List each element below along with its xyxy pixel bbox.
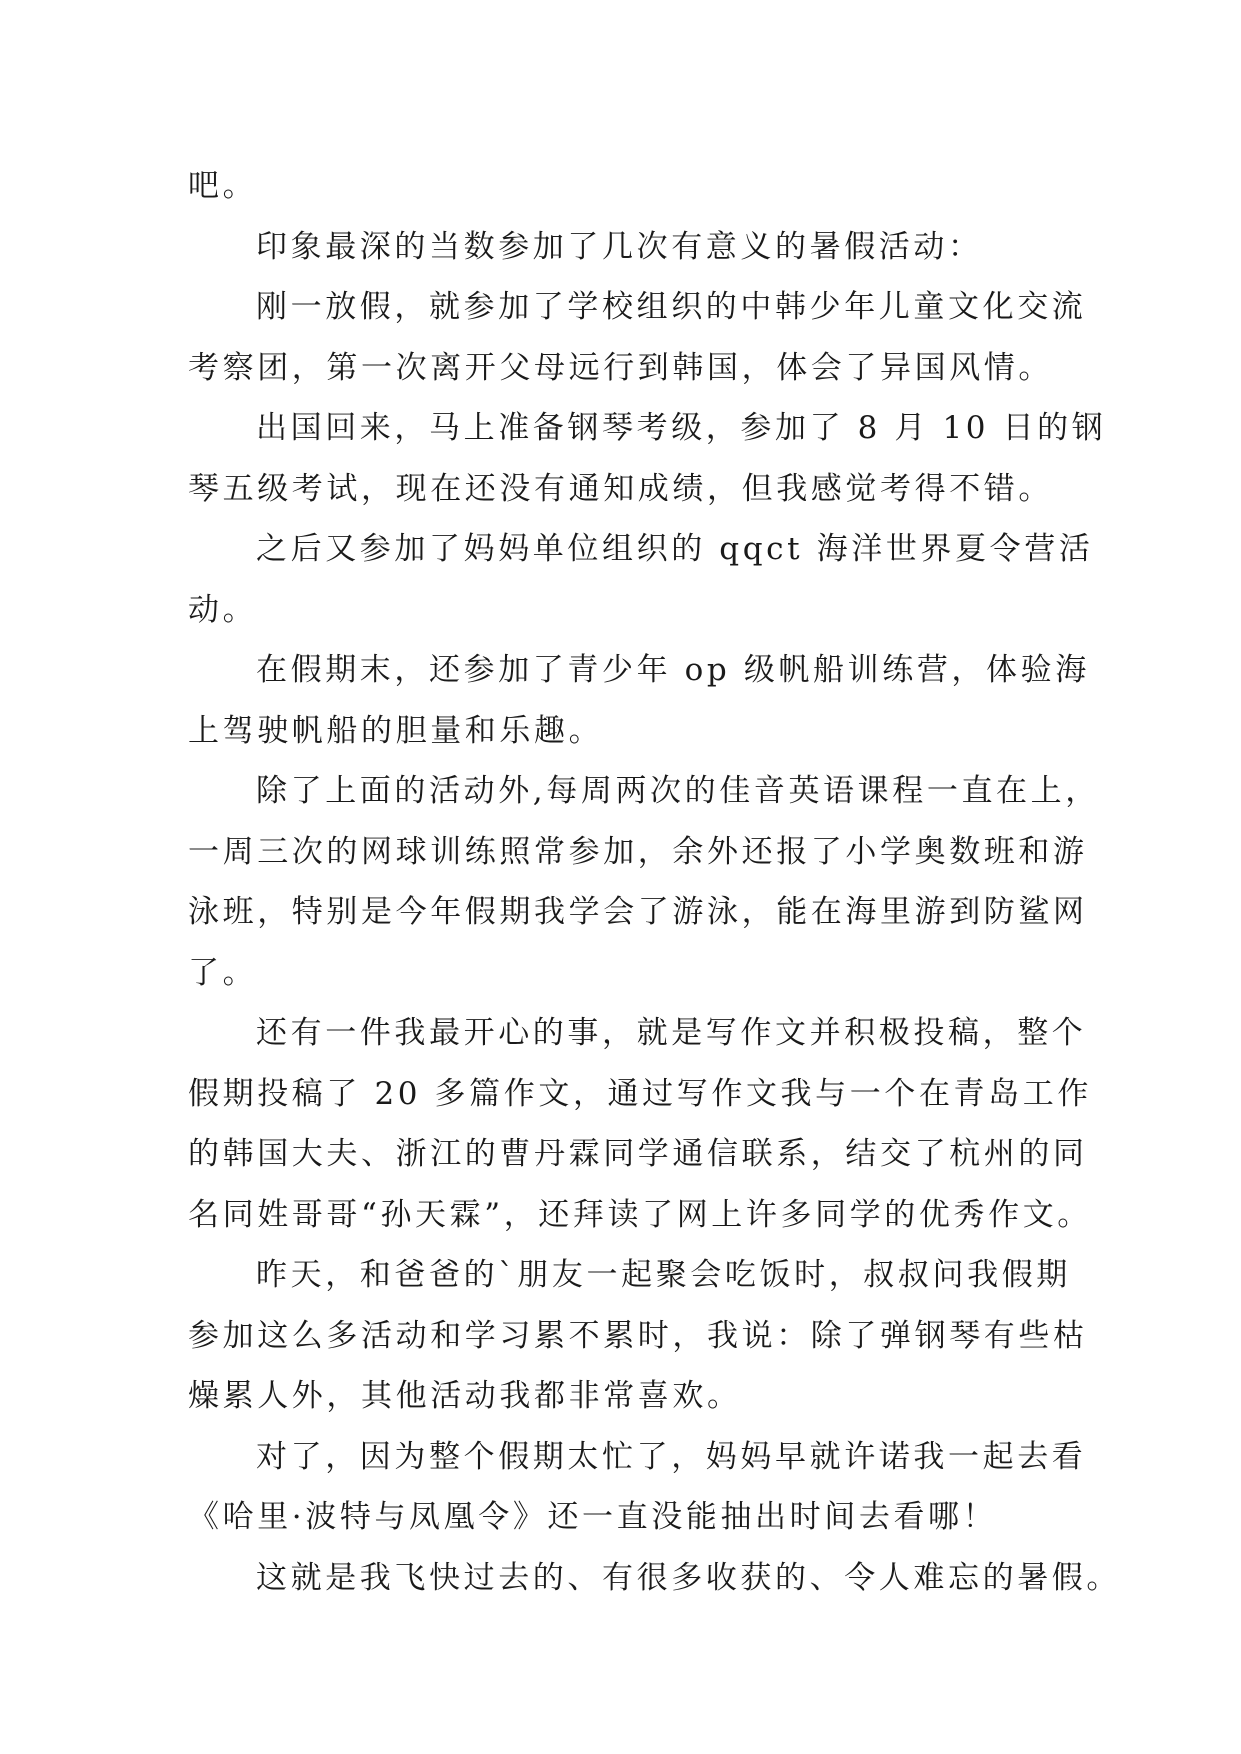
text-line: 还有一件我最开心的事，就是写作文并积极投稿，整个 (256, 1015, 1087, 1051)
text-line: 一周三次的网球训练照常参加，余外还报了小学奥数班和游 (188, 833, 1088, 870)
text-line: 对了，因为整个假期太忙了，妈妈早就许诺我一起去看 (256, 1438, 1087, 1475)
text-line: 动。 (188, 591, 258, 628)
text-line: 出国回来，马上准备钢琴考级，参加了 8 月 10 日的钢 (256, 410, 1107, 446)
text-line: 昨天，和爸爸的`朋友一起聚会吃饭时，叔叔问我假期 (256, 1257, 1071, 1293)
text-line: 这就是我飞快过去的、有很多收获的、令人难忘的暑假。 (256, 1559, 1121, 1596)
text-line: 参加这么多活动和学习累不累时，我说：除了弹钢琴有些枯 (188, 1317, 1088, 1354)
text-line: 上驾驶帆船的胆量和乐趣。 (188, 712, 604, 749)
text-line: 琴五级考试，现在还没有通知成绩，但我感觉考得不错。 (188, 470, 1053, 507)
text-line: 《哈里·波特与凤凰令》还一直没能抽出时间去看哪！ (188, 1499, 998, 1535)
text-line: 名同姓哥哥“孙天霖”，还拜读了网上许多同学的优秀作文。 (188, 1196, 1092, 1233)
text-line: 泳班，特别是今年假期我学会了游泳，能在海里游到防鲨网 (188, 894, 1088, 930)
text-line: 刚一放假，就参加了学校组织的中韩少年儿童文化交流 (256, 289, 1087, 325)
text-line: 除了上面的活动外,每周两次的佳音英语课程一直在上， (256, 773, 1100, 809)
text-line: 考察团，第一次离开父母远行到韩国，体会了异国风情。 (188, 349, 1053, 386)
text-line: 假期投稿了 20 多篇作文，通过写作文我与一个在青岛工作 (188, 1075, 1092, 1112)
text-line: 之后又参加了妈妈单位组织的 qqct 海洋世界夏令营活 (256, 531, 1094, 567)
text-line: 在假期末，还参加了青少年 op 级帆船训练营，体验海 (256, 652, 1090, 688)
text-line: 燥累人外，其他活动我都非常喜欢。 (188, 1378, 742, 1414)
text-line: 了。 (188, 954, 258, 991)
text-line: 的韩国大夫、浙江的曹丹霖同学通信联系，结交了杭州的同 (188, 1136, 1088, 1172)
document-body (188, 156, 1121, 1608)
text-line: 印象最深的当数参加了几次有意义的暑假活动： (256, 228, 983, 265)
text-line: 吧。 (188, 168, 258, 204)
